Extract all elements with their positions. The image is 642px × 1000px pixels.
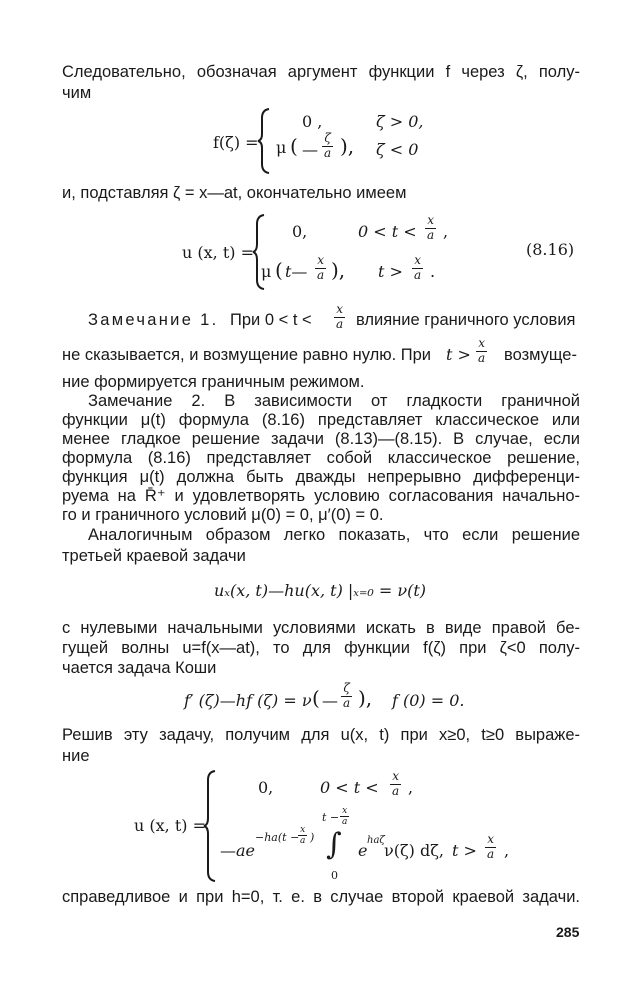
eq4-frac-den: a	[343, 695, 351, 710]
eq5-case2-cond-frac-num: x	[485, 833, 496, 848]
eq5-case2-exp-close: )	[310, 831, 315, 844]
eq2-case2-cond-fraction	[412, 254, 423, 283]
eq5-case2-comma: ,	[504, 841, 510, 860]
eq1-case2-fraction	[322, 132, 333, 161]
remark-2-line-7: го и граничного условий μ(0) = 0, μ′(0) = 0.	[62, 506, 384, 524]
paragraph-5-line-2: ние	[62, 747, 90, 765]
eq4-lhs: f′ (ζ)—hf (ζ) = ν	[184, 691, 312, 710]
eq2-case2-fraction	[315, 254, 326, 283]
eq4-paren-open: (	[312, 686, 320, 710]
paragraph-1-line-2: чим	[62, 84, 92, 102]
eq5-int-upper-frac-num: x	[340, 806, 349, 817]
eq5-left-brace	[203, 770, 217, 882]
remark-2-line-2: функции μ(t) формула (8.16) представляет классическое или	[62, 411, 580, 429]
eq2-case2-paren-close: ),	[331, 258, 346, 282]
eq5-case1-value: 0,	[258, 778, 274, 797]
paragraph-4-line-1: с нулевыми начальными условиями искать в виде правой бе-	[62, 619, 580, 637]
eq5-case2-cond: t >	[452, 841, 477, 860]
remark-1-frac2-num: x	[476, 337, 487, 352]
eq5-case1-frac-num: x	[390, 770, 401, 785]
eq2-case2-period: .	[430, 262, 436, 281]
remark-1-frac1-num: x	[334, 303, 345, 318]
eq1-frac-num: ζ	[322, 132, 333, 147]
paragraph-1-line-1: Следовательно, обозначая аргумент функции f через ζ, полу-	[62, 63, 580, 81]
remark-1-line1-b: влияние граничного условия	[356, 311, 576, 329]
eq2-case2-cond: t >	[378, 262, 403, 281]
remark-2-line-5: функция μ(t) должна быть дважды непрерывно дифференци-	[62, 468, 580, 486]
eq5-case1-fraction	[390, 770, 401, 799]
paragraph-5-line-1: Решив эту задачу, получим для u(x, t) при x≥0, t≥0 выраже-	[62, 726, 580, 744]
remark-1-frac2-den: a	[478, 350, 486, 365]
eq5-exp-frac-num: x	[298, 825, 307, 836]
eq2-case1-frac-num: x	[425, 214, 436, 229]
remark-1-line1-a: При 0 < t <	[230, 311, 312, 329]
remark-2-line-1: Замечание 2. В зависимости от гладкости граничной	[88, 392, 580, 410]
remark-1-label: Замечание 1.	[88, 311, 219, 329]
equation-boundary-condition: uₓ(x, t)—hu(x, t) |ₓ₌₀ = ν(t)	[214, 581, 427, 600]
eq5-case2-cond-frac-den: a	[487, 846, 495, 861]
eq4-rhs: f (0) = 0.	[392, 691, 465, 710]
integral-sign-icon: ∫	[326, 827, 342, 862]
remark-1-frac1-den: a	[336, 316, 344, 331]
eq2-case2-frac-den: a	[317, 267, 325, 282]
equation-number: (8.16)	[526, 240, 575, 259]
eq2-case1-cond: 0 < t <	[358, 222, 417, 241]
page-number: 285	[556, 924, 580, 940]
eq2-case2-mu: μ	[261, 262, 272, 281]
remark-2-line-4: формула (8.16) представляет собой классическое решение,	[62, 449, 580, 467]
eq2-case2-frac-num: x	[315, 254, 326, 269]
remark-1-line2-fraction	[476, 337, 487, 366]
eq4-frac-num: ζ	[341, 682, 352, 697]
eq1-case2-paren-open: (	[290, 134, 298, 158]
eq4-paren-close: ),	[358, 686, 373, 710]
paragraph-3-line-1: Аналогичным образом легко показать, что если решение	[88, 526, 580, 544]
eq2-case2-paren-open: (	[275, 258, 283, 282]
eq5-case1-cond: 0 < t <	[320, 778, 379, 797]
eq5-case1-frac-den: a	[392, 783, 400, 798]
eq2-case1-value: 0,	[292, 222, 308, 241]
remark-1-line3: ние формируется граничным режимом.	[62, 373, 365, 391]
eq2-case2-cond-frac-num: x	[412, 254, 423, 269]
eq1-left-brace	[257, 108, 271, 174]
eq1-frac-den: a	[324, 145, 332, 160]
remark-2-line-6: руема на R̄⁺ и удовлетворять условию согласования начально-	[62, 487, 580, 505]
eq5-int-lower: 0	[331, 869, 338, 882]
eq5-case1-comma: ,	[408, 778, 414, 797]
eq5-int-upper-frac-den: a	[342, 817, 348, 828]
closing-line: справедливое и при h=0, т. е. в случае второй краевой задачи.	[62, 888, 580, 906]
paragraph-3-line-2: третьей краевой задачи	[62, 547, 246, 565]
remark-1-line2-b: возмуще-	[504, 346, 577, 364]
paragraph-4-line-2: гущей волны u=f(x—at), то для функции f(ζ) при ζ<0 полу-	[62, 639, 580, 657]
eq2-case1-comma: ,	[443, 222, 449, 241]
eq5-case2-exp: −ha(t −	[255, 831, 300, 844]
eq1-case2-paren-close: ),	[340, 134, 355, 158]
eq2-case2-cond-frac-den: a	[414, 267, 422, 282]
eq5-case2-exp-fraction	[298, 825, 307, 847]
eq5-lhs: u (x, t) =	[134, 816, 206, 835]
eq5-case2-a: —ae	[220, 841, 256, 860]
paragraph-4-line-3: чается задача Коши	[62, 659, 217, 677]
remark-1-line2-t: t >	[446, 345, 471, 364]
eq5-int-upper: t −	[322, 811, 340, 824]
eq2-case2-t: t—	[285, 262, 308, 281]
eq5-int-upper-fraction	[340, 806, 349, 828]
eq1-case2-mu: μ	[276, 138, 287, 157]
eq2-case1-fraction	[425, 214, 436, 243]
eq4-minus: —	[322, 691, 338, 710]
remark-2-line-3: менее гладкое решение задачи (8.13)—(8.15). В случае, если	[62, 430, 580, 448]
eq4-fraction	[341, 682, 352, 711]
remark-1-line1-fraction	[334, 303, 345, 332]
eq5-integrand-exp: haζ	[367, 835, 385, 846]
eq5-integrand-e: e	[358, 841, 368, 860]
remark-1-line2-a: не сказывается, и возмущение равно нулю. При	[62, 346, 432, 364]
eq2-lhs: u (x, t) =	[182, 243, 254, 262]
eq1-case1-value: 0 ,	[302, 112, 323, 131]
eq1-case2-minus: —	[302, 140, 318, 159]
eq5-case2-cond-fraction	[485, 833, 496, 862]
eq2-case1-frac-den: a	[427, 227, 435, 242]
eq5-integrand-rest: ν(ζ) dζ,	[384, 841, 444, 860]
eq1-case2-cond: ζ < 0	[376, 140, 419, 159]
eq1-case1-cond: ζ > 0,	[376, 112, 424, 131]
eq1-lhs: f(ζ) =	[213, 133, 259, 152]
eq5-exp-frac-den: a	[300, 836, 306, 847]
substitution-line: и, подставляя ζ = x—at, окончательно имеем	[62, 184, 407, 202]
